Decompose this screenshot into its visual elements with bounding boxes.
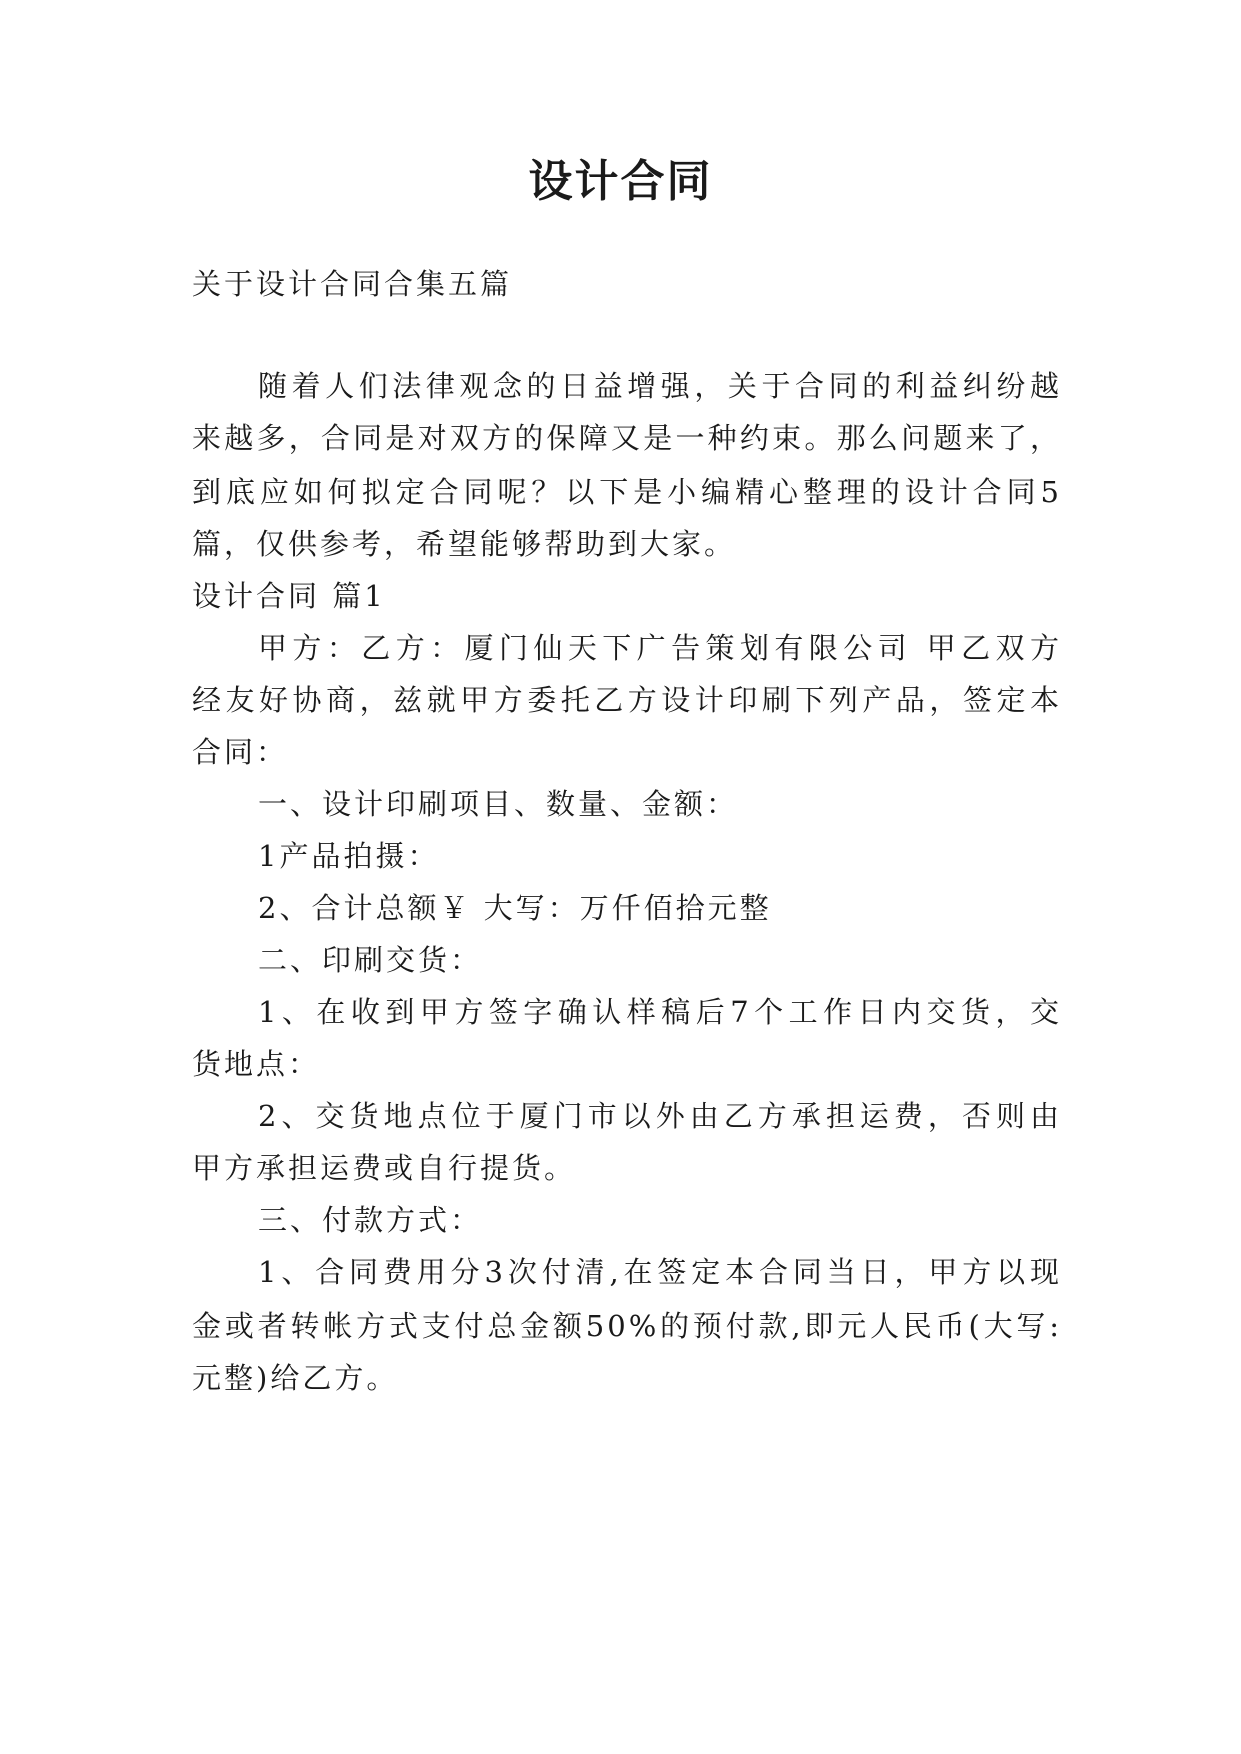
paragraph-line: 来越多，合同是对双方的保障又是一种约束。那么问题来了，	[192, 421, 1062, 455]
paragraph-line: 随着人们法律观念的日益增强，关于合同的利益纠纷越	[258, 369, 1062, 403]
paragraph-line: 篇，仅供参考，希望能够帮助到大家。	[192, 527, 737, 561]
clause-item: 2、合计总额￥ 大写：万仟佰拾元整	[258, 891, 772, 925]
clause-heading: 一、设计印刷项目、数量、金额：	[258, 787, 739, 821]
paragraph-line: 合同：	[192, 735, 289, 769]
clause-item: 1、在收到甲方签字确认样稿后7个工作日内交货，交	[258, 995, 1062, 1029]
paragraph-line: 甲方：乙方：厦门仙天下广告策划有限公司 甲乙双方	[258, 631, 1062, 665]
document-title: 设计合同	[528, 156, 713, 207]
clause-item: 甲方承担运费或自行提货。	[192, 1151, 577, 1185]
section-heading: 设计合同 篇1	[192, 579, 386, 613]
clause-heading: 三、付款方式：	[258, 1203, 483, 1237]
paragraph-line: 经友好协商，兹就甲方委托乙方设计印刷下列产品，签定本	[192, 683, 1062, 717]
document-subtitle: 关于设计合同合集五篇	[192, 267, 513, 301]
clause-item: 2、交货地点位于厦门市以外由乙方承担运费，否则由	[258, 1099, 1062, 1133]
clause-item: 1产品拍摄：	[258, 839, 440, 873]
clause-item: 元整)给乙方。	[192, 1361, 399, 1395]
paragraph-line: 到底应如何拟定合同呢？以下是小编精心整理的设计合同5	[192, 475, 1062, 509]
clause-item: 1、合同费用分3次付清,在签定本合同当日，甲方以现	[258, 1255, 1062, 1289]
clause-item: 货地点：	[192, 1047, 321, 1081]
clause-heading: 二、印刷交货：	[258, 943, 483, 977]
clause-item: 金或者转帐方式支付总金额50%的预付款,即元人民币(大写:	[192, 1309, 1062, 1343]
